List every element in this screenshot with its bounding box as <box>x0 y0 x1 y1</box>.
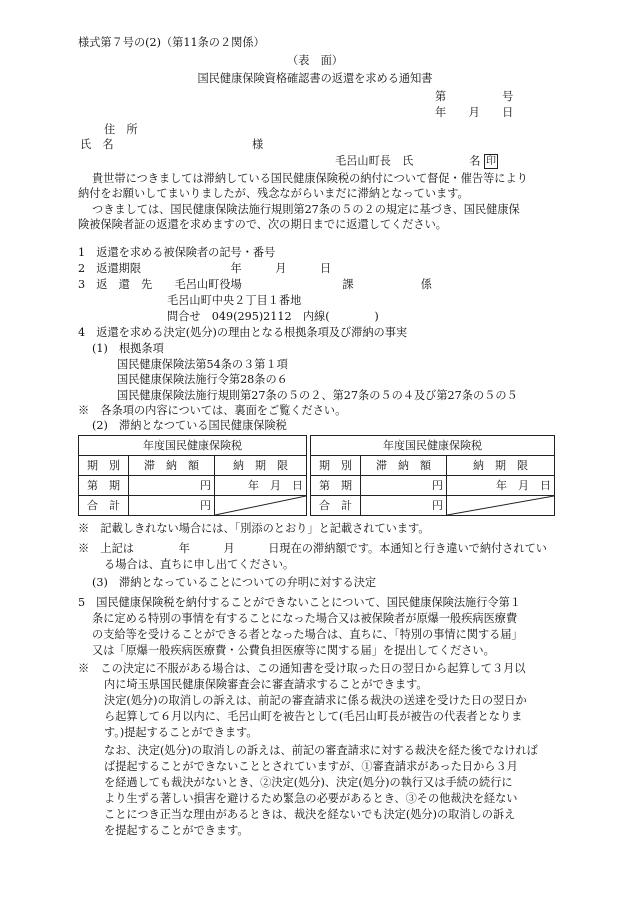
body-line-2: 納付をお願いしてまいりましたが、残念ながらいまだに滞納となっています。 <box>78 187 469 200</box>
table-row <box>79 496 555 516</box>
col-period: 期 別 <box>311 456 361 476</box>
honorific: 様 <box>252 138 264 151</box>
note-as-of-cont: る場合は、直ちに申し出てください。 <box>104 558 295 571</box>
seal-stamp: 印 <box>486 156 497 167</box>
appeal-line-2: 内に埼玉県国民健康保険審査会に審査請求することができます。 <box>104 678 428 691</box>
issuer-name: 毛呂山町長 氏 名 <box>335 154 481 168</box>
item-5-line-3: の支給等を受けることができる者となった場合は、直ちに、「特別の事情に関する届」 <box>92 628 523 641</box>
col-amount: 滞 納 額 <box>129 456 215 476</box>
appeal-line-6: なお、決定(処分)の取消しの訴えは、前記の審査請求に対する裁決を経た後でなければ <box>104 744 538 757</box>
document-title: 国民健康保険資格確認書の返還を求める通知書 <box>197 72 433 85</box>
deadline-date: 年 月 日 <box>447 476 555 496</box>
body-line-4: 険被保険者証の返還を求めますので、次の期日までに返還してください。 <box>78 218 447 231</box>
appeal-line-10: ことにつき正当な理由があるときは、裁決を経ないでも決定(処分)の取消しの訴え <box>104 808 516 821</box>
row-period-label: 第 期 <box>311 476 361 496</box>
item-5-line-2: 条に定める特別の事情を有することになった場合又は被保険者が原爆一般疾病医療費 <box>92 612 518 625</box>
appeal-line-8: を経過しても裁決がないとき、②決定(処分)、決定(処分)の執行又は手続の続行に <box>104 776 513 789</box>
item-3-return-to: 3 返 還 先 毛呂山町役場 課 係 <box>78 278 432 291</box>
amount-yen: 円 <box>361 476 447 496</box>
item-5-line-4: 又は「原爆一般疾病医療費・公費負担医療等に関する届」を提出してください。 <box>92 644 495 657</box>
side-label: （表 面） <box>287 54 343 67</box>
issuer-line <box>335 154 498 169</box>
diagonal-cell <box>215 496 307 516</box>
delinquent-tax-table <box>78 435 555 516</box>
col-deadline: 納 期 限 <box>447 456 555 476</box>
row-period-label: 第 期 <box>79 476 129 496</box>
appeal-line-5: す。)提起することができます。 <box>104 726 258 739</box>
document-date: 年 月 日 <box>435 106 514 119</box>
table-row <box>79 456 555 476</box>
amount-yen: 円 <box>129 476 215 496</box>
body-line-3: つきましては、国民健康保険法施行規則第27条の５の２の規定に基づき、国民健康保 <box>92 203 520 216</box>
col-deadline: 納 期 限 <box>215 456 307 476</box>
appeal-line-9: より生ずる著しい損害を避けるため緊急の必要があるとき、③その他裁決を経ない <box>104 792 518 805</box>
form-number: 様式第７号の(2)（第11条の２関係） <box>78 36 265 49</box>
table-row <box>79 436 555 456</box>
appeal-line-11: を提起することができます。 <box>104 824 249 837</box>
total-yen: 円 <box>361 496 447 516</box>
diagonal-line <box>447 496 554 515</box>
item-3-contact: 問合せ 049(295)2112 内線( ) <box>167 310 379 323</box>
table-row <box>79 476 555 496</box>
body-line-1: 貴世帯につきましては滞納している国民健康保険税の納付について督促・催告等により <box>92 172 528 185</box>
item-4-1: (1) 根拠条項 <box>92 342 164 355</box>
item-4: 4 返還を求める決定(処分)の理由となる根拠条項及び滞納の事実 <box>78 326 408 339</box>
col-period: 期 別 <box>79 456 129 476</box>
item-2: 2 返還期限 年 月 日 <box>78 262 332 275</box>
diagonal-line <box>215 496 306 515</box>
row-total-label: 合 計 <box>311 496 361 516</box>
appeal-line-1: ※ この決定に不服がある場合は、この通知書を受け取った日の翌日から起算して３月以 <box>78 662 526 675</box>
item-1: 1 返還を求める被保険者の記号・番号 <box>78 246 276 259</box>
diagonal-cell <box>447 496 555 516</box>
name-label: 氏 名 <box>80 138 114 151</box>
deadline-date: 年 月 日 <box>215 476 307 496</box>
note-provisions: ※ 各条項の内容については、裏面をご覧ください。 <box>78 404 347 417</box>
law-1: 国民健康保険法第54条の３第１項 <box>117 358 288 371</box>
col-amount: 滞 納 額 <box>361 456 447 476</box>
table-header-left: 年度国民健康保険税 <box>79 436 307 456</box>
row-total-label: 合 計 <box>79 496 129 516</box>
total-yen: 円 <box>129 496 215 516</box>
item-4-2: (2) 滞納となつている国民健康保険税 <box>92 419 287 432</box>
table-header-right: 年度国民健康保険税 <box>311 436 555 456</box>
item-4-3: (3) 滞納となっていることについての弁明に対する決定 <box>92 576 377 589</box>
document-number: 第 号 <box>435 90 514 103</box>
note-as-of: ※ 上記は 年 月 日現在の滞納額です。本通知と行き違いで納付されてい <box>78 542 547 555</box>
law-2: 国民健康保険法施行令第28条の６ <box>117 373 288 386</box>
law-3: 国民健康保険法施行規則第27条の５の２、第27条の５の４及び第27条の５の５ <box>117 389 518 402</box>
address-label: 住 所 <box>104 123 138 136</box>
appeal-line-3: 決定(処分)の取消しの訴えは、前記の審査請求に係る裁決の送達を受けた日の翌日か <box>104 694 527 707</box>
item-3-address: 毛呂山町中央２丁目１番地 <box>167 294 302 307</box>
appeal-line-4: ら起算して６月以内に、毛呂山町を被告として(毛呂山町長が被告の代表者となりま <box>104 710 523 723</box>
note-overflow: ※ 記載しきれない場合には、「別添のとおり」と記載されています。 <box>78 522 430 535</box>
item-5-line-1: 5 国民健康保険税を納付することができないことについて、国民健康保険法施行令第１ <box>78 596 521 609</box>
appeal-line-7: ば提起することができないこととされていますが、①審査請求があった日から３月 <box>104 760 518 773</box>
